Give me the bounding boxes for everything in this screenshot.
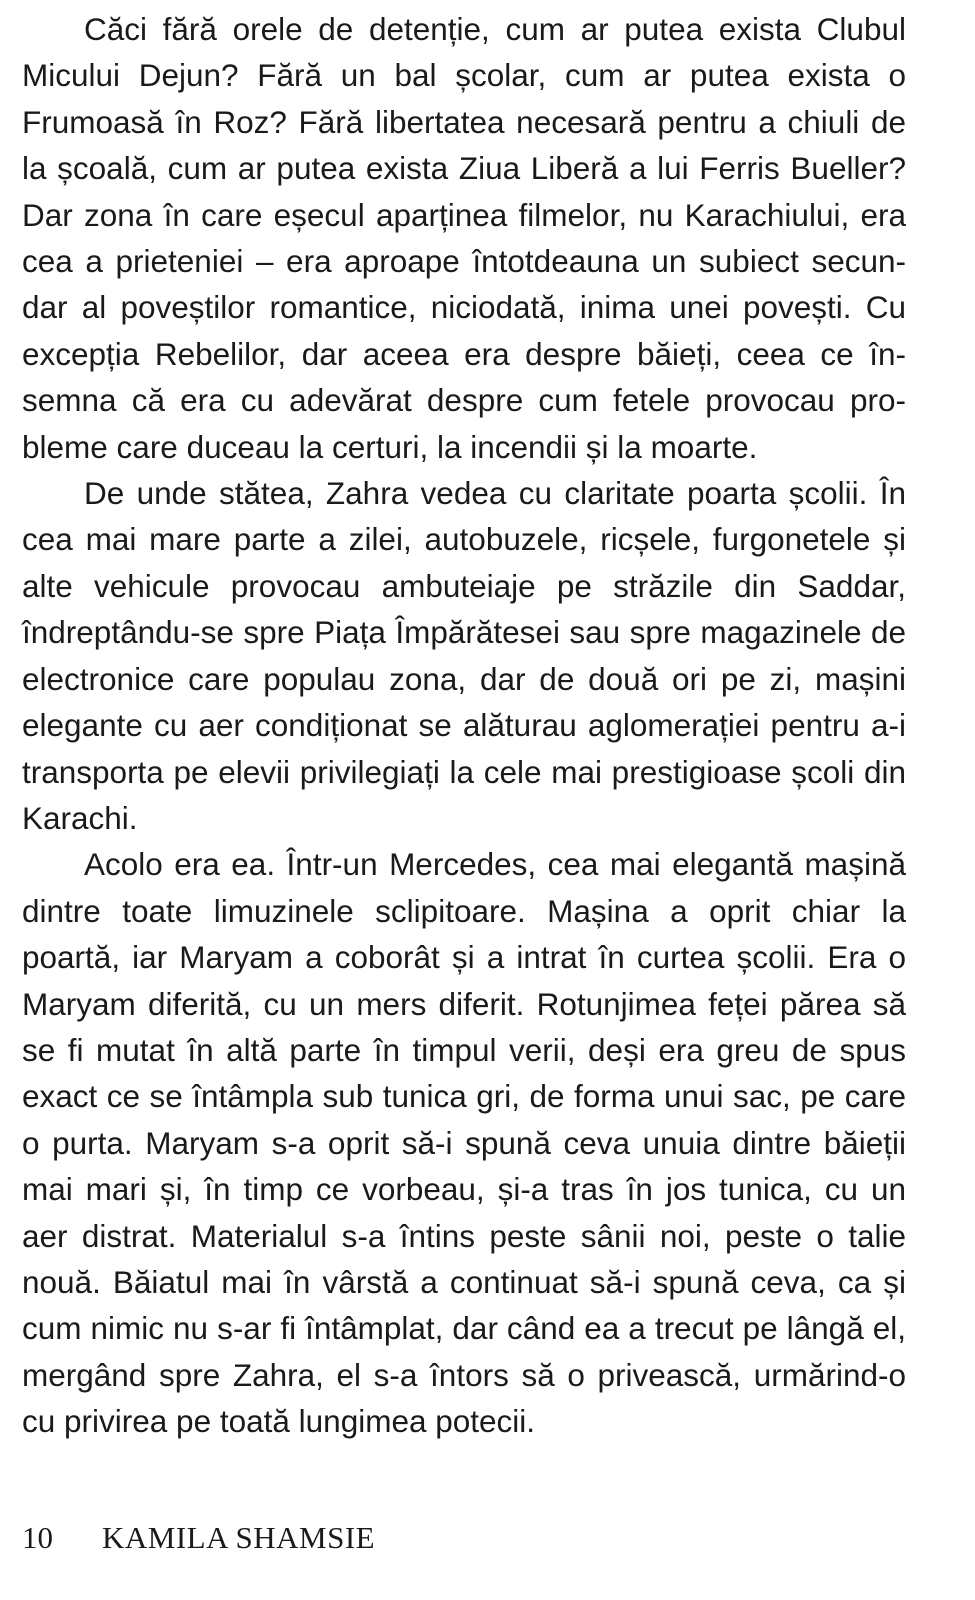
page-number: 10: [22, 1520, 53, 1555]
page-body: [22, 6, 906, 1445]
running-head-author: KAMILA SHAMSIE: [102, 1520, 376, 1555]
page-footer: [22, 1518, 375, 1558]
paragraph-1: Căci fără orele de detenție, cum ar putea exista Clubul Micului Dejun? Fără un bal școlar, cum ar putea exista o Frumoasă în Roz? Fără libertatea necesară pentru a chiuli de la școală, cum ar putea exista Ziua Liberă a lui Ferris Bueller? Dar zona în care eșecul aparținea filmelor, nu Karachiului, era cea a prieteniei – era aproape întotdeauna un subiect secundar al poveștilor romantice, niciodată, inima unei povești. Cu excepția Rebelilor, dar aceea era despre băieți, ceea ce însemna că era cu adevărat despre cum fetele provocau probleme care duceau la certuri, la incendii și la moarte.: [22, 11, 906, 465]
paragraph-2: De unde stătea, Zahra vedea cu claritate poarta școlii. În cea mai mare parte a zilei, autobuzele, ricșele, furgonetele și alte vehicule provocau ambuteiaje pe străzile din Saddar, îndreptându-se spre Piața Împărătesei sau spre magazinele de electronice care populau zona, dar de două ori pe zi, mașini elegante cu aer condiționat se alăturau aglomerației pentru a-i transporta pe elevii privilegiați la cele mai prestigioase școli din Karachi.: [22, 475, 906, 836]
paragraph-3: Acolo era ea. Într-un Mercedes, cea mai elegantă mașină dintre toate limuzinele sclipitoare. Mașina a oprit chiar la poartă, iar Maryam a coborât și a intrat în curtea școlii. Era o Maryam diferită, cu un mers diferit. Rotunjimea feței părea să se fi mutat în altă parte în timpul verii, deși era greu de spus exact ce se întâmpla sub tunica gri, de forma unui sac, pe care o purta. Maryam s-a oprit să-i spună ceva unuia dintre băieții mai mari și, în timp ce vorbeau, și-a tras în jos tunica, cu un aer distrat. Materialul s-a întins peste sânii noi, peste o talie nouă. Băiatul mai în vârstă a continuat să-i spună ceva, ca și cum nimic nu s-ar fi întâmplat, dar când ea a trecut pe lângă el, mergând spre Zahra, el s-a întors să o privească, urmărind-o cu privirea pe toată lungimea potecii.: [22, 846, 906, 1440]
